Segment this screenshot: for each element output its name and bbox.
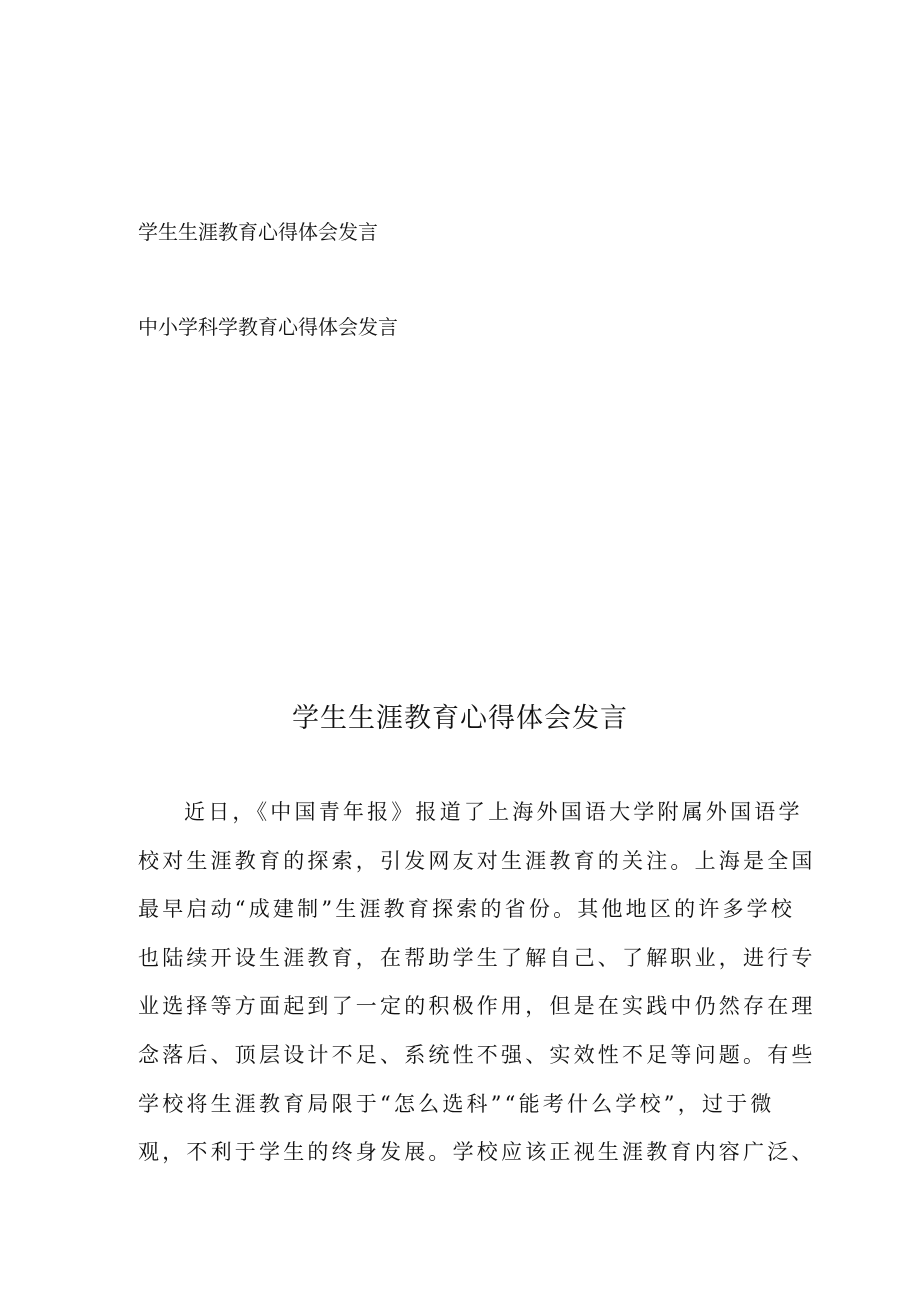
document-title: 学生生涯教育心得体会发言 <box>292 703 628 734</box>
toc-item-1: 学生生涯教育心得体会发言 <box>138 220 378 244</box>
paragraph-line: 也陆续开设生涯教育，在帮助学生了解自己、了解职业，进行专 <box>138 945 816 970</box>
paragraph-line: 学校将生涯教育局限于“怎么选科”“能考什么学校”，过于微 <box>138 1091 775 1116</box>
paragraph-line: 近日，《中国青年报》报道了上海外国语大学附属外国语学 <box>184 800 803 824</box>
paragraph-line: 业选择等方面起到了一定的积极作用，但是在实践中仍然存在理 <box>138 994 816 1019</box>
paragraph-line: 校对生涯教育的探索，引发网友对生涯教育的关注。上海是全国 <box>138 848 816 873</box>
paragraph-line: 念落后、顶层设计不足、系统性不强、实效性不足等问题。有些 <box>138 1042 816 1067</box>
toc-item-2: 中小学科学教育心得体会发言 <box>138 315 398 339</box>
body-paragraph <box>138 788 816 1177</box>
paragraph-line: 最早启动“成建制”生涯教育探索的省份。其他地区的许多学校 <box>138 897 796 922</box>
paragraph-line: 观，不利于学生的终身发展。学校应该正视生涯教育内容广泛、 <box>138 1140 816 1165</box>
